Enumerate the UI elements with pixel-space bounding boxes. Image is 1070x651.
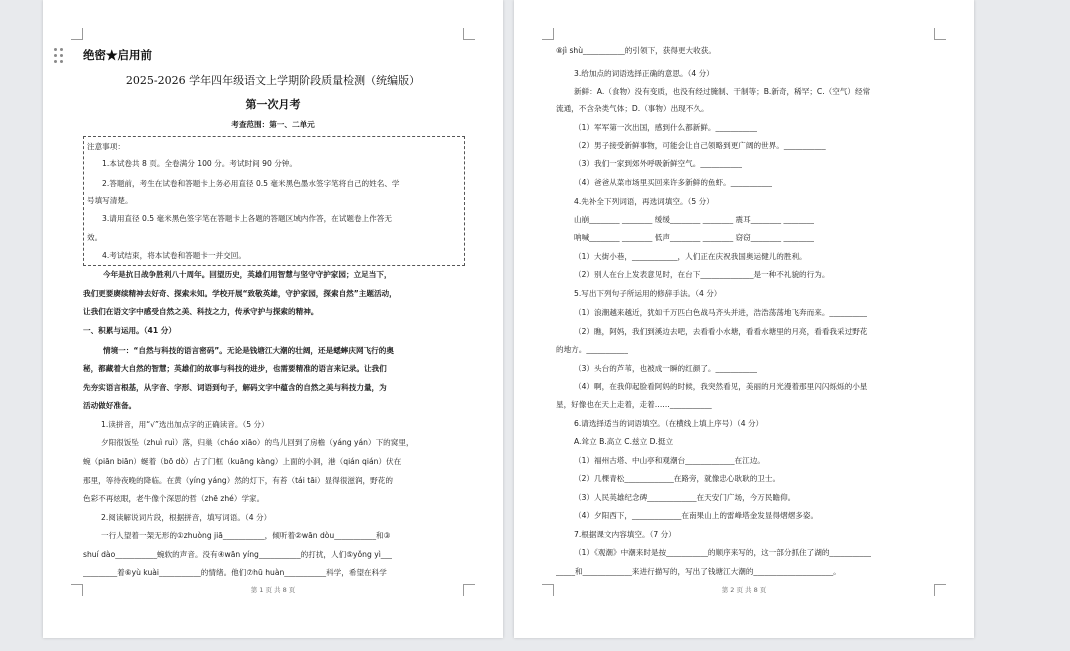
notice-line: 号填写清楚。 (87, 196, 133, 205)
intro-line: 让我们在语文字中感受自然之美、科技之力，传承守护与探索的精神。 (83, 307, 319, 316)
question-line: （4）爸爸从菜市场里买回来许多新鲜的鱼虾。___________ (574, 178, 773, 187)
question-line: 那里，等待夜晚的降临。在黄（yíng yáng）然的灯下，有苔（tái tāi）显得很滋润，野花的 (83, 476, 393, 485)
notice-line: 4.考试结束，将本试卷和答题卡一并交回。 (102, 251, 246, 260)
question-line: （1）浪潮越来越近，犹如千万匹白色战马齐头并进，浩浩荡荡地飞奔而来。__________ (574, 308, 868, 317)
question-line: （1）大街小巷，____________，人们正在庆祝我国奥运健儿的胜利。 (574, 252, 807, 261)
question-line: （1）《观潮》中潮来时是按___________的顺序来写的，这一部分抓住了湖的___________ (574, 548, 872, 557)
question-line: （4）夕阳西下，_____________在南果山上的雷峰塔金发显得熠熠多姿。 (574, 511, 819, 520)
drag-handle-icon[interactable] (54, 48, 63, 64)
question-line: 夕阳很饭坠（zhuì ruì）落，归巢（cháo xiāo）的鸟儿回到了房檐（yáng yán）下的窝里， (101, 438, 414, 447)
question-line: A.耸立 B.高立 C.兹立 D.挺立 (574, 437, 674, 446)
question-line: 7.根据课文内容填空。（7 分） (574, 530, 676, 539)
notice-line: 3.请用直径 0.5 毫米黑色签字笔在答题卡上各题的答题区域内作答，在试题卷上作答无 (102, 214, 392, 223)
question-line: 3.给加点的词语选择正确的意思。（4 分） (574, 69, 714, 78)
task-line: 秘，都藏着大自然的智慧；英雄们的故事与科技的进步，也需要精准的语言来记录。让我们 (83, 364, 387, 373)
question-2-title: 2.阅读解说词片段，根据拼音，填写词语。（4 分） (101, 513, 272, 522)
question-line: 5.写出下列句子所运用的修辞手法。（4 分） (574, 289, 722, 298)
notice-line: 2.答题前，考生在试卷和答题卡上务必用直径 0.5 毫米黑色墨水签字笔将自己的姓名、学 (102, 179, 400, 188)
section-heading: 一、积累与运用。（41 分） (83, 326, 176, 335)
page-footer: 第 1 页 共 8 页 (250, 586, 296, 594)
question-line: （1）福州古塔、中山亭和观潮台_____________在江边。 (574, 456, 765, 465)
notice-line: 效。 (87, 233, 103, 242)
question-line: （3）头台的芦苇，也被成一瞬的红颜了。___________ (574, 364, 758, 373)
document-page-2 (514, 0, 974, 638)
question-line: （1）军军第一次出国，感到什么都新鲜。___________ (574, 123, 758, 132)
question-1-title (101, 420, 269, 429)
question-line: _____和_____________来进行描写的，写出了钱塘江大潮的_____________________。 (556, 567, 841, 576)
question-line: _________着⑥yù kuài___________的情绪。他们⑦hū huàn___________科学，希望在科学 (83, 568, 387, 577)
exam-title: 2025-2026 学年四年级语文上学期阶段质量检测（统编版） (125, 74, 421, 87)
task-line: 情境一：“自然与科技的语言密码”。无论是钱塘江大潮的壮阔，还是蟋蟀庆网飞行的奥 (103, 346, 394, 355)
question-line: （2）几棵青松_____________在路旁，就像忠心耿耿的卫士。 (574, 474, 781, 483)
question-line: shuí dào___________蜿软的声音。没有④wān yíng___________的打扰，人们⑤yǒng yì___ (83, 550, 393, 559)
question-line: （3）人民英雄纪念碑_____________在天安门广场，今万民瞻仰。 (574, 493, 796, 502)
task-line: 先夯实语言根基，从字音、字形、词语到句子，解码文字中蕴含的自然之美与科技力量，为 (83, 383, 387, 392)
question-line: 一行人望着一架无形的①zhuòng jiā___________，倾听着②wān dòu___________和③ (101, 531, 391, 540)
question-line: 呐喊________ ________ 低声________ ________ 窃窃________ ________ (574, 233, 814, 242)
intro-line: 今年是抗日战争胜利八十周年。回望历史，英雄们用智慧与坚守守护家园；立足当下， (103, 270, 392, 279)
question-line: （4）啊，在我仰起脸看阿妈的时候，我突然看见，美丽的月光漫着那里闪闪烁烁的小星 (574, 382, 868, 391)
notice-line: 1.本试卷共 8 页。全卷满分 100 分。考试时间 90 分钟。 (102, 159, 297, 168)
question-line: 蜿（piān biān）蜒着（bō dò）占了门框（kuāng kàng）上面的小洞，港（qián qián）伏在 (83, 457, 402, 466)
question-line: 流通，不含杂类气体；D.（事物）出现不久。 (556, 104, 709, 113)
crop-mark-top-right (463, 28, 475, 40)
question-line: 山崩________ ________ 缓缓________ ________ 震耳________ ________ (574, 215, 814, 224)
document-page-1 (43, 0, 503, 638)
question-1-title-text: 1.读拼音，用“√”选出加点字的正确读音。（5 分） (101, 420, 269, 429)
secret-label: 绝密★启用前 (83, 48, 152, 62)
question-line: 的地方。___________ (556, 345, 629, 354)
question-line: ⑧jì shù___________的引领下，获得更大收获。 (556, 46, 716, 55)
question-line: （2）男子接受新鲜事物，可能会让自己领略到更广阔的世界。___________ (574, 141, 826, 150)
crop-mark-top-right (934, 28, 946, 40)
task-line: 活动做好准备。 (83, 401, 137, 410)
question-line: 6.请选择适当的词语填空。（在横线上填上序号）（4 分） (574, 419, 764, 428)
notice-box (83, 136, 465, 266)
question-line: （2）瞧，阿妈，我们到溪边去吧，去看看小水塘，看看水塘里的月亮，看看我采过野花 (574, 327, 868, 336)
intro-line: 我们更要赓续精神去好奇、探索未知。学校开展“致敬英雄，守护家园，探索自然”主题活动， (83, 289, 397, 298)
question-line: 4.先补全下列词语，再选词填空。（5 分） (574, 197, 714, 206)
question-line: 色彩不再炫眼，老牛像个深思的哲（zhē zhé）学家。 (83, 494, 265, 503)
notice-heading: 注意事项： (87, 142, 125, 151)
exam-scope: 考查范围：第一、二单元 (231, 120, 315, 129)
question-line: （2）别人在台上发表意见时，在台下______________是一种不礼貌的行为。 (574, 270, 830, 279)
crop-mark-top-left (71, 28, 83, 40)
crop-mark-top-left (542, 28, 554, 40)
exam-subtitle: 第一次月考 (245, 98, 301, 111)
question-line: 星，好像也在天上走着，走着……___________ (556, 400, 712, 409)
page-footer: 第 2 页 共 8 页 (721, 586, 767, 594)
question-line: （3）我们一家到郊外呼吸新鲜空气。___________ (574, 159, 743, 168)
question-line: 新鲜：A.（食物）没有变质，也没有经过腌制、干制等；B.新奇，稀罕；C.（空气）经常 (574, 87, 871, 96)
